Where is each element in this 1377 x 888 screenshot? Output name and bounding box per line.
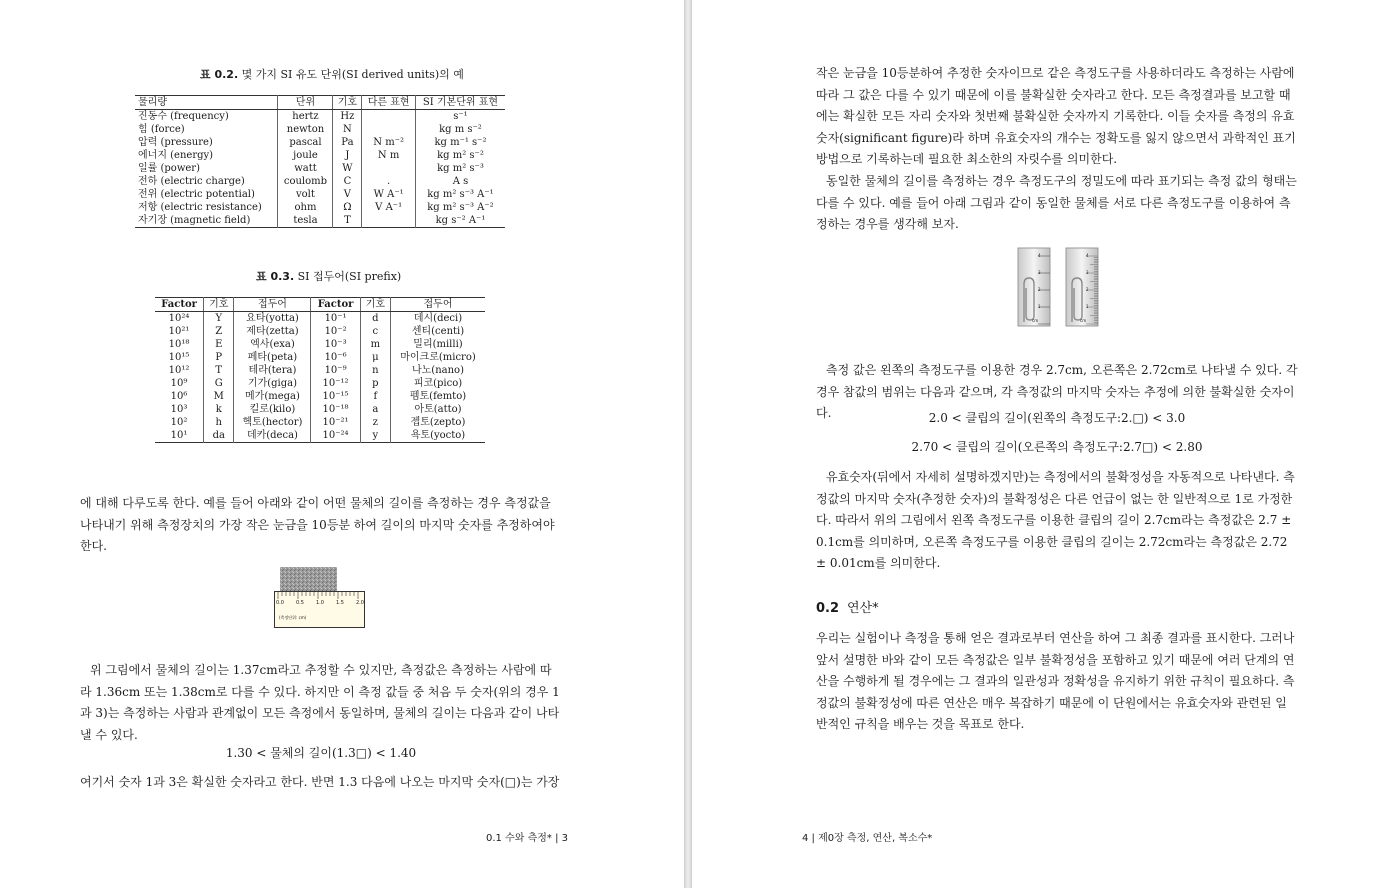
table-cell: 압력 (pressure) (138, 137, 213, 148)
table-cell: joule (278, 149, 333, 162)
table-header-cell: 기호 (333, 96, 362, 110)
table-cell: 테라(tera) (234, 364, 311, 377)
table-cell: 펨토(femto) (390, 390, 485, 403)
table-cell: 10⁶ (170, 391, 188, 402)
table-cell: 10¹² (168, 365, 190, 376)
ruler-tick-label: 0.5 (296, 600, 304, 606)
table-cell: Y (204, 312, 234, 326)
table-cell: 10¹ (170, 430, 188, 441)
table-cell: da (204, 429, 234, 443)
table-cell: 10⁻¹² (311, 377, 360, 390)
table-cell: 데시(deci) (390, 312, 485, 326)
table-cell: μ (360, 351, 390, 364)
section-number: 0.2 (816, 601, 840, 616)
table-row (155, 377, 485, 390)
table-header-cell: 단위 (278, 96, 333, 110)
si-prefix-table (155, 297, 485, 443)
table-header-cell: 기호 (360, 298, 390, 312)
table-cell: A s (415, 175, 505, 188)
table-cell: 10⁻²¹ (311, 416, 360, 429)
table-header-cell: 접두어 (234, 298, 311, 312)
ruler-tick-label: 3 (1086, 270, 1089, 275)
table-header-cell: Factor (311, 298, 360, 312)
table-cell: 10²¹ (168, 326, 190, 337)
table-cell: Hz (333, 110, 362, 124)
body-paragraph: 우리는 실험이나 측정을 통해 얻은 결과로부터 연산을 하여 그 최종 결과를 표시한다. 그러나 앞서 설명한 바와 같이 모든 측정값은 일부 불확정성을 포함하고 있기 때문에 여러 단계의 연산을 수행하게 될 경우에는 그 결과의 일관성과 정확성을 유지하기 위한 규칙이 필요하다. 측정값의 불확정성에 따른 연산은 매우 복잡하기 때문에 이 단원에서는 유효숫자와 관련된 일반적인 규칙을 배우는 것을 목표로 한다. (816, 631, 1295, 731)
table-cell: N (333, 123, 362, 136)
table-cell: z (360, 416, 390, 429)
table-cell: 10¹⁸ (168, 339, 190, 350)
table-header-row (155, 298, 485, 312)
table-cell: 10⁻²⁴ (311, 429, 360, 443)
table-row (135, 188, 505, 201)
table-cell: newton (278, 123, 333, 136)
table-cell: M (204, 390, 234, 403)
section-heading (816, 597, 879, 616)
clip-left-labels (1038, 246, 1048, 326)
table-row (135, 136, 505, 149)
measured-object (280, 567, 337, 592)
table-cell: 에너지 (energy) (138, 150, 214, 161)
table-cell: k (204, 403, 234, 416)
table-row (135, 162, 505, 175)
table-cell: kg m² s⁻³ (415, 162, 505, 175)
table-cell (362, 162, 416, 175)
table-cell: 10⁻³ (311, 338, 360, 351)
equation: 2.70 < 클립의 길이(오른쪽의 측정도구:2.7□) < 2.80 (911, 440, 1203, 454)
table-cell: T (333, 214, 362, 228)
ruler-tick-label: 4 (1086, 253, 1089, 258)
ruler-tick-label: 1 (1038, 304, 1041, 309)
table-cell: ohm (278, 201, 333, 214)
table-cell (362, 110, 416, 124)
table-header-cell: Factor (155, 298, 204, 312)
body-paragraph: 에 대해 다루도록 한다. 예를 들어 아래와 같이 어떤 물체의 길이를 측정하는 경우 측정값을 나타내기 위해 측정장치의 가장 작은 눈금을 10등분 하여 길이의 마지막 숫자를 추정하여야 한다. (80, 496, 555, 553)
table-cell: tesla (278, 214, 333, 228)
table-cell: 힘 (force) (138, 124, 185, 135)
table-cell: h (204, 416, 234, 429)
table-cell: J (333, 149, 362, 162)
table-cell: T (204, 364, 234, 377)
table-cell: p (360, 377, 390, 390)
table-cell: V (333, 188, 362, 201)
ruler-tick-label: 2 (1086, 287, 1089, 292)
table-cell: 10⁻² (311, 325, 360, 338)
clip-right-labels (1086, 246, 1096, 326)
table-cell: 엑사(exa) (234, 338, 311, 351)
table-header-cell: 다른 표현 (362, 96, 416, 110)
left-page (0, 0, 684, 888)
table-row (155, 325, 485, 338)
table-cell: 10⁻¹⁵ (311, 390, 360, 403)
ruler-unit: cm (1032, 318, 1039, 323)
table-cell: E (204, 338, 234, 351)
body-paragraph: 위 그림에서 물체의 길이는 1.37cm라고 추정할 수 있지만, 측정값은 측정하는 사람에 따라 1.36cm 또는 1.38cm로 다를 수 있다. 하지만 이 측정 값들 중 처음 두 숫자(위의 경우 1과 3)는 측정하는 사람과 관계없이 모든 측정에서 동일하며, 물체의 길이는 다음과 같이 나타낼 수 있다. (80, 663, 560, 742)
page-footer: 0.1 수와 측정* | 3 (486, 833, 568, 844)
table-cell: P (204, 351, 234, 364)
paperclip-figure (1010, 246, 1102, 328)
table-cell (362, 123, 416, 136)
table-cell: 진동수 (frequency) (138, 111, 229, 122)
table-cell: 10⁹ (170, 378, 188, 389)
table-cell: hertz (278, 110, 333, 124)
ruler-unit: cm (1080, 318, 1087, 323)
table-cell: kg s⁻² A⁻¹ (415, 214, 505, 228)
table-header-row (135, 96, 505, 110)
table-cell (362, 214, 416, 228)
body-paragraph: 동일한 물체의 길이를 측정하는 경우 측정도구의 정밀도에 따라 표기되는 측정 값의 형태는 다를 수 있다. 예를 들어 아래 그림과 같이 동일한 물체를 서로 다른 측정도구를 이용하여 측정하는 경우를 생각해 보자. (816, 174, 1297, 231)
table-row (155, 338, 485, 351)
table-cell: 헥토(hector) (234, 416, 311, 429)
table-row (135, 175, 505, 188)
table-cell: N m (362, 149, 416, 162)
ruler-tick-label: 1 (1086, 304, 1089, 309)
table-cell: d (360, 312, 390, 326)
body-paragraph: 유효숫자(뒤에서 자세히 설명하겠지만)는 측정에서의 불확정성을 자동적으로 나타낸다. 측정값의 마지막 숫자(추정한 숫자)의 불확정성은 다른 언급이 없는 한 일반적으로 1로 가정한다. 따라서 위의 그림에서 왼쪽 측정도구를 이용한 클립의 길이 2.7cm라는 측정값은 2.7 ± 0.1cm를 의미하며, 오른쪽 측정도구를 이용한 클립의 길이는 2.72cm라는 측정값은 2.72 ± 0.01cm를 의미한다. (816, 470, 1295, 570)
table-cell: Z (204, 325, 234, 338)
table-cell: 10²⁴ (168, 313, 190, 324)
table-cell: 10⁻⁹ (311, 364, 360, 377)
table-cell: 제타(zetta) (234, 325, 311, 338)
table-cell: Pa (333, 136, 362, 149)
table-header-cell: 물리량 (135, 96, 278, 110)
table-cell: 10¹⁵ (168, 352, 190, 363)
ruler-tick-label: 3 (1038, 270, 1041, 275)
table-cell: 욕토(yocto) (390, 429, 485, 443)
table-cell: 10⁻¹ (311, 312, 360, 326)
table-cell: 피코(pico) (390, 377, 485, 390)
table-cell: 일률 (power) (138, 163, 200, 174)
table-cell: volt (278, 188, 333, 201)
table-cell: 센티(centi) (390, 325, 485, 338)
table-header-cell: SI 기본단위 표현 (415, 96, 505, 110)
table-row (135, 149, 505, 162)
table-cell: 요타(yotta) (234, 312, 311, 326)
table-cell: W (333, 162, 362, 175)
table-row (155, 390, 485, 403)
ruler-tick-label: 2 (1038, 287, 1041, 292)
ruler-tick-label: 4 (1038, 253, 1041, 258)
table-cell: pascal (278, 136, 333, 149)
table-row (135, 123, 505, 136)
table-cell: 나노(nano) (390, 364, 485, 377)
table-cell: 메가(mega) (234, 390, 311, 403)
table-cell: 기가(giga) (234, 377, 311, 390)
table-row (155, 351, 485, 364)
table-row (155, 364, 485, 377)
equation: 2.0 < 클립의 길이(왼쪽의 측정도구:2.□) < 3.0 (928, 411, 1186, 425)
table-cell: 페타(peta) (234, 351, 311, 364)
table-cell: 10⁻⁶ (311, 351, 360, 364)
ruler-unit: (측정단위: cm) (279, 615, 307, 620)
body-paragraph: 측정 값은 왼쪽의 측정도구를 이용한 경우 2.7cm, 오른쪽은 2.72cm로 나타낼 수 있다. 각 경우 참값의 범위는 다음과 같으며, 각 측정값의 마지막 숫자는 추정에 의한 불확실한 숫자이다. (816, 363, 1298, 420)
table-cell: kg m² s⁻³ A⁻¹ (415, 188, 505, 201)
table-cell: kg m² s⁻³ A⁻² (415, 201, 505, 214)
table2-caption: 표 0.3. SI 접두어(SI prefix) (256, 270, 402, 283)
table-row (155, 312, 485, 326)
table-cell: W A⁻¹ (362, 188, 416, 201)
table-cell: 저항 (electric resistance) (138, 202, 262, 213)
table-cell: V A⁻¹ (362, 201, 416, 214)
ruler-tick-label: 1.0 (316, 600, 324, 606)
si-derived-units-table (135, 95, 505, 228)
table-cell: coulomb (278, 175, 333, 188)
ruler-tick-label: 0.0 (276, 600, 284, 606)
table-cell: f (360, 390, 390, 403)
table-cell: C (333, 175, 362, 188)
table-cell: Ω (333, 201, 362, 214)
table-cell: kg m² s⁻² (415, 149, 505, 162)
table-cell: y (360, 429, 390, 443)
table-cell: 10³ (170, 404, 188, 415)
table-cell: 전하 (electric charge) (138, 176, 245, 187)
table-row (155, 429, 485, 443)
table-cell: n (360, 364, 390, 377)
table-cell: 전위 (electric potential) (138, 189, 255, 200)
table-cell: 킬로(kilo) (234, 403, 311, 416)
right-page (692, 0, 1377, 888)
table-cell: 밀리(milli) (390, 338, 485, 351)
table-cell: c (360, 325, 390, 338)
table-row (135, 110, 505, 124)
body-paragraph: 작은 눈금을 10등분하여 추정한 숫자이므로 같은 측정도구를 사용하더라도 측정하는 사람에 따라 그 값은 다를 수 있기 때문에 이를 불확실한 숫자라고 한다. 모든 측정결과를 보고할 때에는 확실한 모든 자리 숫자와 첫번째 불확실한 숫자까지 기록한다. 이들 숫자를 측정의 유효숫자(significant figure)라 하며 유효숫자의 개수는 정확도를 잃지 않으면서 과학적인 표기 방법으로 기록하는데 필요한 최소한의 자릿수를 의미한다. (816, 66, 1296, 166)
table-cell: 마이크로(micro) (390, 351, 485, 364)
table2-body (155, 312, 485, 443)
table-cell: a (360, 403, 390, 416)
section-title: 연산* (847, 601, 879, 616)
table-cell: 10⁻¹⁸ (311, 403, 360, 416)
table-cell: m (360, 338, 390, 351)
table-cell: kg m⁻¹ s⁻² (415, 136, 505, 149)
table-row (155, 403, 485, 416)
table-cell: 젭토(zepto) (390, 416, 485, 429)
table-header-cell: 기호 (204, 298, 234, 312)
table1-caption: 표 0.2. 몇 가지 SI 유도 단위(SI derived units)의 예 (200, 68, 464, 81)
body-paragraph: 여기서 숫자 1과 3은 확실한 숫자라고 한다. 반면 1.3 다음에 나오는 마지막 숫자(□)는 가장 (80, 775, 560, 789)
page-gutter (684, 0, 692, 888)
ruler-tick-label: 2.0 (356, 600, 364, 606)
table1-body (135, 110, 505, 228)
table-cell: 데카(deca) (234, 429, 311, 443)
table-cell: kg m s⁻² (415, 123, 505, 136)
table-cell: s⁻¹ (415, 110, 505, 124)
table-row (155, 416, 485, 429)
equation: 1.30 < 물체의 길이(1.3□) < 1.40 (225, 746, 417, 760)
table-cell: 자기장 (magnetic field) (138, 215, 251, 226)
table-row (135, 201, 505, 214)
table-cell: 10² (170, 417, 188, 428)
page-footer: 4 | 제0장 측정, 연산, 복소수* (802, 833, 933, 844)
table-cell: 아토(atto) (390, 403, 485, 416)
table-cell: G (204, 377, 234, 390)
ruler-tick-label: 1.5 (336, 600, 344, 606)
ruler-figure (274, 566, 366, 630)
table-header-cell: 접두어 (390, 298, 485, 312)
ruler-body (275, 592, 365, 628)
table-cell: watt (278, 162, 333, 175)
table-cell: N m⁻² (362, 136, 416, 149)
table-row (135, 214, 505, 228)
table-cell: . (362, 175, 416, 188)
